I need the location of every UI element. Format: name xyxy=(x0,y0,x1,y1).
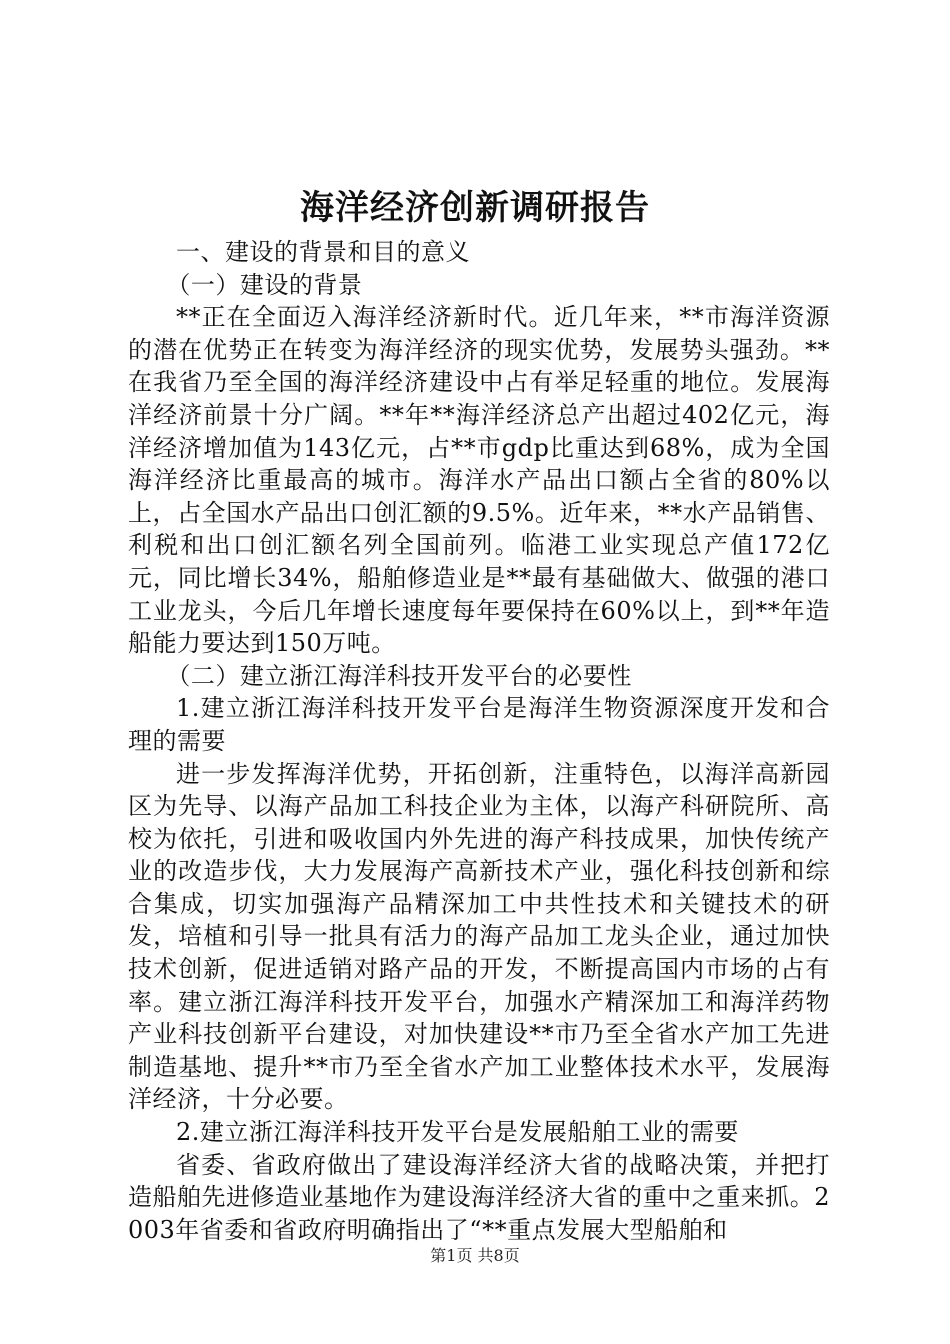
subsection-heading-necessity: （二）建立浙江海洋科技开发平台的必要性 xyxy=(166,661,632,690)
numbered-item-2-title: 2.建立浙江海洋科技开发平台是发展船舶工业的需要 xyxy=(176,1118,739,1147)
section-heading-1: 一、建设的背景和目的意义 xyxy=(176,238,470,266)
paragraph-item-1: 进一步发挥海洋优势，开拓创新，注重特色，以海洋高新园区为先导、以海产品加工科技企业为主体，以海产科研院所、高校为依托，引进和吸收国内外先进的海产科技成果，加快传统产业的改造步伐，大力发展海产高新技术产业，强化科技创新和综合集成，切实加强海产品精深加工中共性技术和关键技术的研发，培植和引导一批具有活力的海产品加工龙头企业，通过加快技术创新，促进适销对路产品的开发，不断提高国内市场的占有率。建立浙江海洋科技开发平台，加强水产精深加工和海洋药物产业科技创新平台建设，对加快建设**市乃至全省水产加工先进制造基地、提升**市乃至全省水产加工业整体技术水平，发展海洋经济，十分必要。 xyxy=(128,759,830,1114)
subsection-heading-background: （一）建设的背景 xyxy=(166,270,363,299)
numbered-item-1-title: 1.建立浙江海洋科技开发平台是海洋生物资源深度开发和合理的需要 xyxy=(128,694,830,755)
document-title: 海洋经济创新调研报告 xyxy=(300,188,650,228)
paragraph-item-2: 省委、省政府做出了建设海洋经济大省的战略决策，并把打造船舶先进修造业基地作为建设海洋经济大省的重中之重来抓。2003年省委和省政府明确指出了“**重点发展大型船舶和 xyxy=(128,1150,830,1244)
paragraph-background: **正在全面迈入海洋经济新时代。近几年来，**市海洋资源的潜在优势正在转变为海洋经济的现实优势，发展势头强劲。**在我省乃至全国的海洋经济建设中占有举足轻重的地位。发展海洋经济前景十分广阔。**年**海洋经济总产出超过402亿元，海洋经济增加值为143亿元，占**市gdp比重达到68%，成为全国海洋经济比重最高的城市。海洋水产品出口额占全省的80%以上，占全国水产品出口创汇额的9.5%。近年来，**水产品销售、利税和出口创汇额名列全国前列。临港工业实现总产值172亿元，同比增长34%，船舶修造业是**最有基础做大、做强的港口工业龙头，今后几年增长速度每年要保持在60%以上，到**年造船能力要达到150万吨。 xyxy=(128,303,830,658)
document-body xyxy=(128,236,830,1246)
page-number-footer: 第1页 共8页 xyxy=(430,1246,520,1265)
